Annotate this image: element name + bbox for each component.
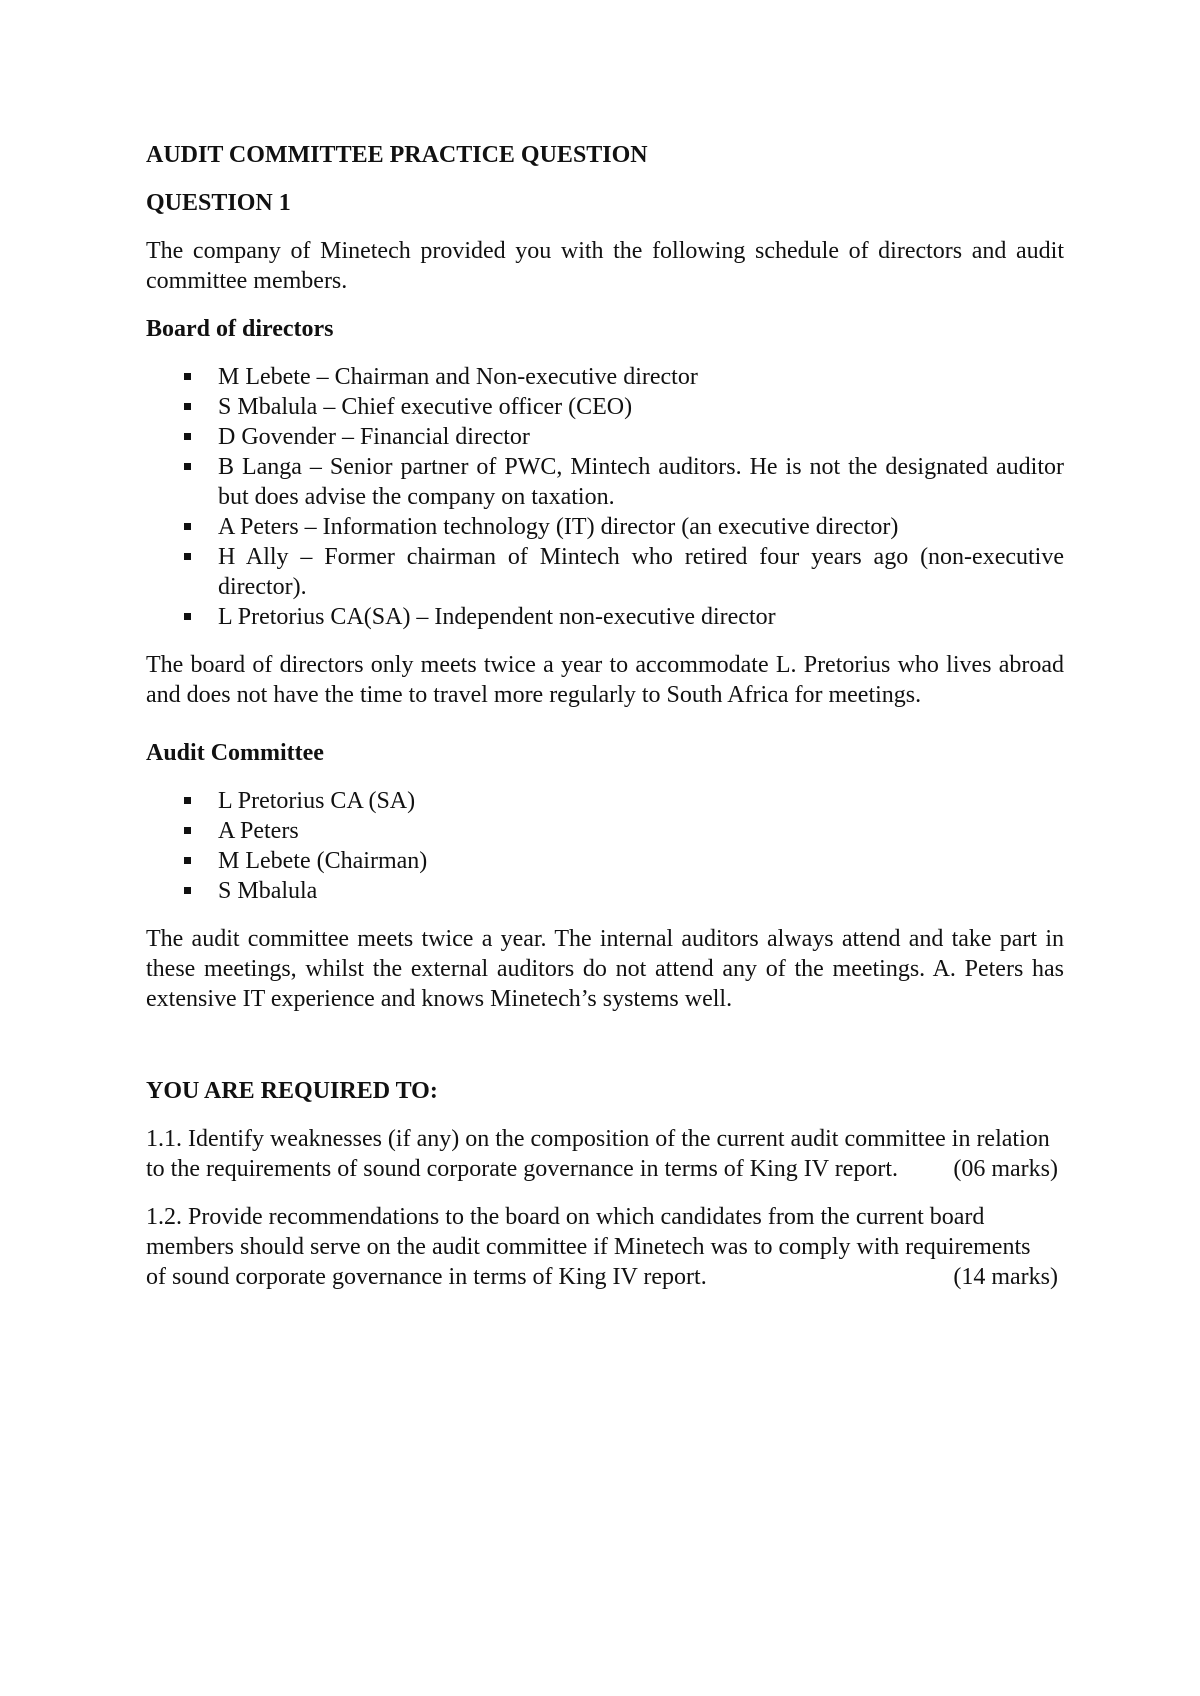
- list-item: [146, 512, 1064, 542]
- required-heading: YOU ARE REQUIRED TO:: [146, 1078, 438, 1104]
- board-list: [146, 362, 1064, 632]
- bullet-icon: [184, 857, 191, 864]
- list-item: [146, 876, 1064, 906]
- bullet-icon: [184, 613, 191, 620]
- audit-committee-note: The audit committee meets twice a year. The internal auditors always attend and take part in these meetings, whilst the external auditors do not attend any of the meetings. A. Peters has extensive IT experience and knows Minetech’s systems well.: [146, 926, 1064, 1012]
- list-item-text: D Govender – Financial director: [218, 424, 530, 450]
- list-item: [146, 786, 1064, 816]
- question-1-2-line-3-row: [146, 1262, 1058, 1292]
- board-note: The board of directors only meets twice a year to accommodate L. Pretorius who lives abroad and does not have the time to travel more regularly to South Africa for meetings.: [146, 652, 1064, 708]
- list-item-text: S Mbalula – Chief executive officer (CEO): [218, 394, 633, 420]
- bullet-icon: [184, 797, 191, 804]
- bullet-icon: [184, 887, 191, 894]
- audit-committee-list: [146, 786, 1064, 906]
- list-item-text: S Mbalula: [218, 878, 318, 904]
- spacer: [146, 1032, 1064, 1058]
- document-page: [146, 140, 1064, 1310]
- list-item-text: L Pretorius CA (SA): [218, 788, 416, 814]
- list-item-text: L Pretorius CA(SA) – Independent non-executive director: [218, 604, 776, 630]
- question-1-1-line-2-row: [146, 1154, 1058, 1184]
- question-1-2-line-2: members should serve on the audit committee if Minetech was to comply with requirements: [146, 1234, 1031, 1260]
- list-item-text: A Peters: [218, 818, 299, 844]
- bullet-icon: [184, 463, 191, 470]
- list-item: [146, 422, 1064, 452]
- question-1-2-line-3: of sound corporate governance in terms of King IV report.: [146, 1264, 707, 1290]
- bullet-icon: [184, 827, 191, 834]
- bullet-icon: [184, 523, 191, 530]
- bullet-icon: [184, 403, 191, 410]
- list-item-text: M Lebete (Chairman): [218, 848, 428, 874]
- list-item-text: B Langa – Senior partner of PWC, Mintech auditors. He is not the designated auditor but does advise the company on taxation.: [218, 454, 1064, 510]
- list-item: [146, 542, 1064, 602]
- document-title: AUDIT COMMITTEE PRACTICE QUESTION: [146, 142, 648, 168]
- list-item: [146, 816, 1064, 846]
- list-item-text: H Ally – Former chairman of Mintech who retired four years ago (non-executive director).: [218, 544, 1064, 600]
- board-heading: Board of directors: [146, 316, 334, 342]
- list-item: [146, 452, 1064, 512]
- bullet-icon: [184, 553, 191, 560]
- list-item: [146, 392, 1064, 422]
- question-1-2-marks: (14 marks): [953, 1264, 1058, 1290]
- list-item: [146, 846, 1064, 876]
- list-item-text: A Peters – Information technology (IT) director (an executive director): [218, 514, 899, 540]
- question-1-2-line-1: 1.2. Provide recommendations to the board on which candidates from the current board: [146, 1204, 985, 1230]
- question-1-2: [146, 1202, 1064, 1292]
- required-questions: [146, 1124, 1064, 1292]
- audit-committee-heading: Audit Committee: [146, 740, 324, 766]
- list-item: [146, 602, 1064, 632]
- intro-paragraph: The company of Minetech provided you with the following schedule of directors and audit committee members.: [146, 238, 1064, 294]
- question-1-1-line-2: to the requirements of sound corporate governance in terms of King IV report.: [146, 1156, 898, 1182]
- question-1-1-marks: (06 marks): [953, 1156, 1058, 1182]
- question-1-1-line-1: 1.1. Identify weaknesses (if any) on the composition of the current audit committee in relation: [146, 1126, 1050, 1152]
- bullet-icon: [184, 373, 191, 380]
- question-1-1: [146, 1124, 1064, 1184]
- list-item-text: M Lebete – Chairman and Non-executive director: [218, 364, 698, 390]
- list-item: [146, 362, 1064, 392]
- question-heading: QUESTION 1: [146, 190, 291, 216]
- bullet-icon: [184, 433, 191, 440]
